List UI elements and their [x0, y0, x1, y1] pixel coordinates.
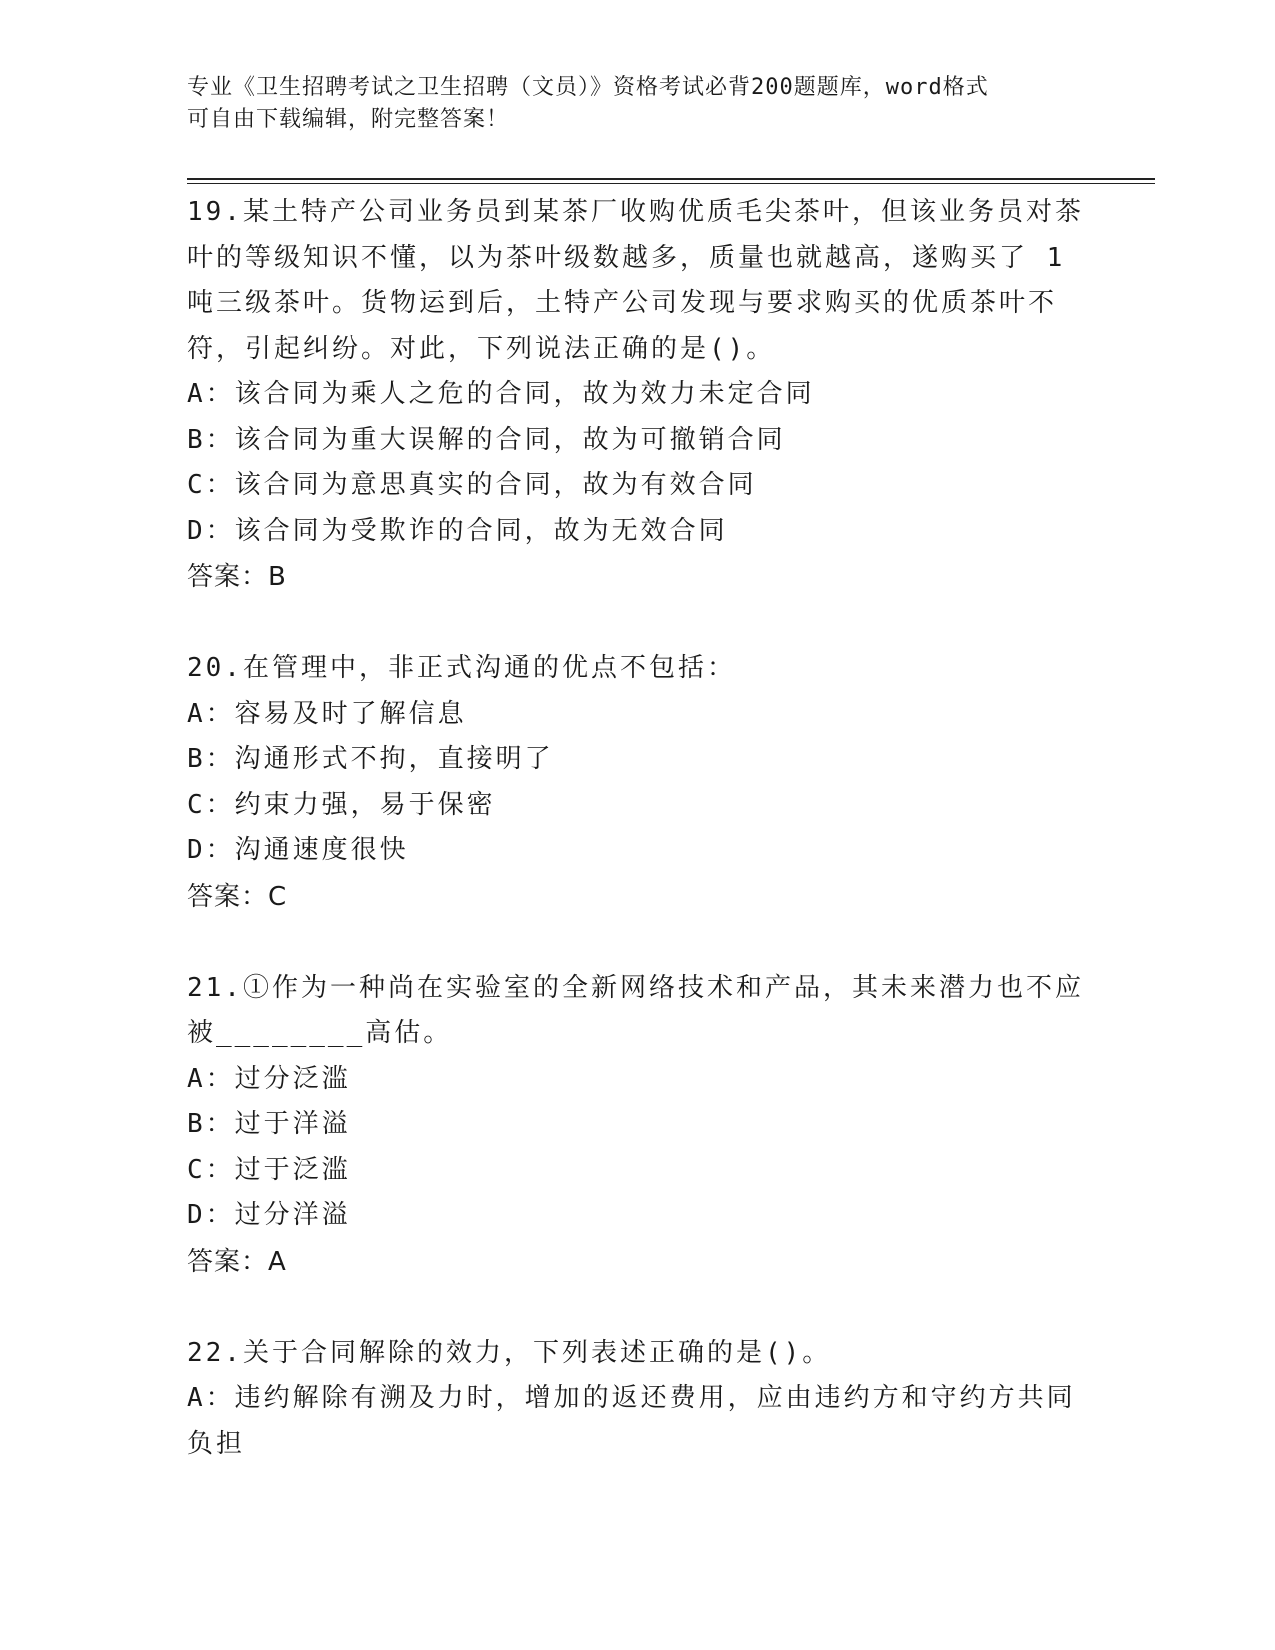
option-a: A：容易及时了解信息 [187, 698, 467, 729]
answer: 答案：A [187, 1246, 287, 1277]
answer: 答案：C [187, 881, 288, 912]
header-divider [187, 178, 1155, 180]
header-line: 专业《卫生招聘考试之卫生招聘（文员）》资格考试必背200题题库，word格式 [187, 75, 989, 100]
question-stem: 22.关于合同解除的效力，下列表述正确的是()。 [187, 1337, 832, 1368]
question-stem: 吨三级茶叶。货物运到后，土特产公司发现与要求购买的优质茶叶不 [187, 288, 1058, 318]
question-stem: 20.在管理中，非正式沟通的优点不包括： [187, 653, 736, 683]
option-a: A：过分泛滥 [187, 1063, 351, 1094]
question-stem: 叶的等级知识不懂，以为茶叶级数越多，质量也就越高，遂购买了 1 [187, 242, 1066, 273]
option-c: C：该合同为意思真实的合同，故为有效合同 [187, 470, 757, 500]
question-22 [187, 1331, 1087, 1468]
question-20 [187, 646, 1087, 920]
header-line: 可自由下载编辑，附完整答案！ [187, 107, 510, 132]
question-stem: 19.某土特产公司业务员到某茶厂收购优质毛尖茶叶，但该业务员对茶 [187, 197, 1084, 227]
option-c: C：过于泛滥 [187, 1154, 351, 1185]
option-a: A：违约解除有溯及力时，增加的返还费用，应由违约方和守约方共同 [187, 1383, 1076, 1413]
question-stem: 被________高估。 [187, 1018, 453, 1048]
document-header [187, 72, 1067, 136]
option-d: D：过分洋溢 [187, 1200, 351, 1230]
option-b: B：过于洋溢 [187, 1109, 351, 1139]
answer: 答案：B [187, 562, 287, 592]
question-stem: 21.①作为一种尚在实验室的全新网络技术和产品，其未来潜力也不应 [187, 972, 1084, 1003]
question-21 [187, 966, 1087, 1285]
option-d: D：沟通速度很快 [187, 835, 409, 865]
option-a-continued: 负担 [187, 1428, 246, 1459]
header-divider [187, 183, 1155, 184]
question-19 [187, 190, 1087, 600]
option-b: B：沟通形式不拘，直接明了 [187, 744, 554, 774]
option-c: C：约束力强，易于保密 [187, 789, 496, 820]
question-list [187, 190, 1087, 1513]
option-a: A：该合同为乘人之危的合同，故为效力未定合同 [187, 379, 815, 409]
option-b: B：该合同为重大误解的合同，故为可撤销合同 [187, 424, 786, 455]
option-d: D：该合同为受欺诈的合同，故为无效合同 [187, 515, 728, 546]
question-stem: 符，引起纠纷。对此，下列说法正确的是()。 [187, 333, 776, 364]
